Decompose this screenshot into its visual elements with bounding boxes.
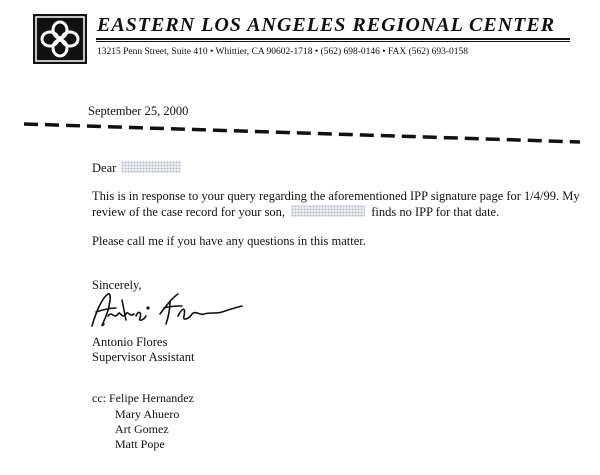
paragraph-2: Please call me if you have any questions in this matter. bbox=[92, 234, 366, 248]
organization-logo bbox=[33, 14, 87, 64]
salutation bbox=[92, 160, 181, 176]
paragraph-1-line-2 bbox=[92, 204, 499, 220]
paragraph-1-line-2-start: review of the case record for your son, bbox=[92, 205, 285, 219]
signer-title: Supervisor Assistant bbox=[92, 350, 195, 364]
paragraph-1-line-1: This is in response to your query regarding the aforementioned IPP signature page for 1/4/99. My bbox=[92, 189, 580, 203]
organization-address: 13215 Penn Street, Suite 410 • Whittier, CA 90602-1718 • (562) 698-0146 • FAX (562) 693-0158 bbox=[97, 47, 469, 57]
salutation-text: Dear bbox=[92, 161, 117, 175]
cc-recipient: Mary Ahuero bbox=[115, 407, 180, 421]
cc-line-1 bbox=[92, 391, 194, 407]
celtic-knot-icon bbox=[33, 14, 87, 64]
closing: Sincerely, bbox=[92, 278, 142, 292]
cc-recipient: Felipe Hernandez bbox=[109, 391, 194, 405]
letter-date: September 25, 2000 bbox=[88, 104, 189, 118]
cc-label: cc: bbox=[92, 391, 106, 405]
redacted-son-name bbox=[291, 205, 365, 217]
paragraph-1-line-2-end: finds no IPP for that date. bbox=[371, 205, 500, 219]
redacted-recipient-name bbox=[121, 161, 181, 173]
letterhead-rule bbox=[96, 38, 570, 40]
cc-recipient: Matt Pope bbox=[115, 437, 165, 451]
cc-recipient: Art Gomez bbox=[115, 422, 169, 436]
letterhead-rule-thin bbox=[96, 41, 570, 42]
signer-name: Antonio Flores bbox=[92, 335, 168, 349]
handwritten-signature-icon bbox=[86, 286, 246, 334]
dashed-separator bbox=[22, 113, 582, 153]
organization-name: EASTERN LOS ANGELES REGIONAL CENTER bbox=[97, 14, 556, 36]
